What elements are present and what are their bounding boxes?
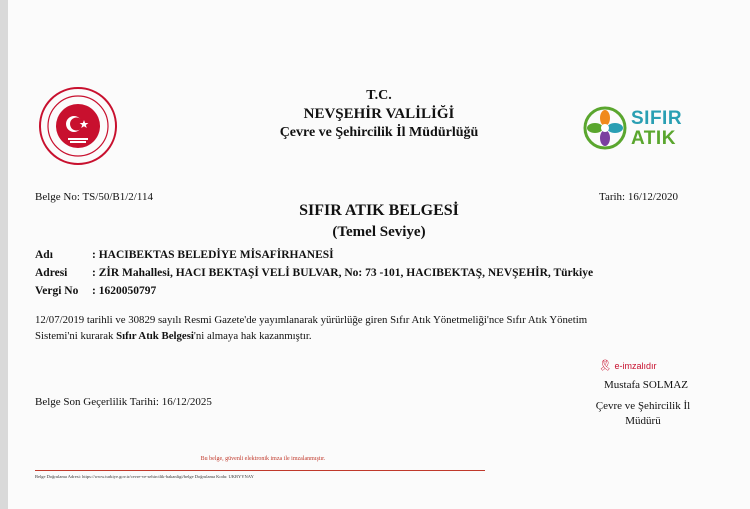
document-date: Tarih: 16/12/2020 bbox=[599, 191, 678, 203]
body-line-1: 12/07/2019 tarihli ve 30829 sayılı Resmi Gazete'de yayımlanarak yürürlüğe giren Sıfır Atık Yönetmeliği'nce Sıfır Atık Yönetim bbox=[35, 314, 588, 326]
body-line-2-start: Sistemi'ni kurarak bbox=[35, 330, 117, 342]
e-signature-notice: Bu belge, güvenli elektronik imza ile imzalanmıştır. bbox=[200, 456, 326, 462]
e-signature-label: e-imzalıdır bbox=[614, 361, 657, 371]
header-governorship: NEVŞEHİR VALİLİĞİ bbox=[303, 106, 455, 122]
signer-title-line-2: Müdürü bbox=[625, 415, 661, 427]
certificate-page bbox=[8, 0, 750, 509]
signer-name: Mustafa SOLMAZ bbox=[603, 379, 689, 391]
logo-text-sifir: SIFIR bbox=[631, 108, 683, 129]
field-value-name: : HACIBEKTAS BELEDİYE MİSAFİRHANESİ bbox=[92, 249, 334, 261]
certificate-title: SIFIR ATIK BELGESİ bbox=[299, 202, 459, 219]
validity-date: Belge Son Geçerlilik Tarihi: 16/12/2025 bbox=[35, 396, 212, 408]
body-line-2 bbox=[35, 328, 725, 344]
header-directorate: Çevre ve Şehircilik İl Müdürlüğü bbox=[279, 125, 479, 140]
logo-text-atik: ATIK bbox=[631, 128, 676, 149]
certificate-level: (Temel Seviye) bbox=[332, 224, 426, 240]
signer-title-line-1: Çevre ve Şehircilik İl bbox=[595, 400, 691, 412]
header-tc: T.C. bbox=[366, 88, 392, 103]
field-value-tax-no: : 1620050797 bbox=[92, 285, 157, 297]
document-number: Belge No: TS/50/B1/2/114 bbox=[35, 191, 153, 203]
body-certificate-name: Sıfır Atık Belgesi bbox=[116, 330, 194, 342]
sifir-atik-logo bbox=[583, 100, 703, 156]
field-label-tax-no: Vergi No bbox=[35, 285, 79, 297]
ribbon-icon: 🎗 bbox=[598, 360, 612, 372]
body-line-2-end: 'ni almaya hak kazanmıştır. bbox=[193, 330, 312, 342]
certificate-body bbox=[35, 312, 725, 344]
footer-divider bbox=[35, 470, 485, 471]
sifir-atik-flower-icon bbox=[583, 106, 627, 150]
verification-address: Belge Doğrulama Adresi: https://www.turkiye.gov.tr/cevre-ve-sehircilik-bakanligi/belge Doğrulama Kodu: UKBYYNAY bbox=[35, 474, 254, 479]
field-value-address: : ZİR Mahallesi, HACI BEKTAŞİ VELİ BULVAR, No: 73 -101, HACIBEKTAŞ, NEVŞEHİR, Türkiye bbox=[92, 267, 594, 279]
field-label-name: Adı bbox=[35, 249, 53, 261]
field-label-address: Adresi bbox=[35, 267, 68, 279]
e-signature-mark bbox=[598, 359, 657, 372]
